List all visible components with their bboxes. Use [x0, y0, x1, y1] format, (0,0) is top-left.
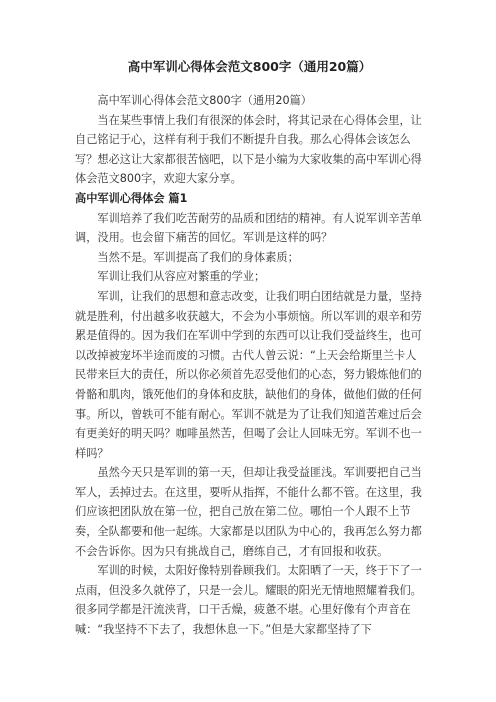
- paragraph: 高中军训心得体会范文800字（通用20篇）: [97, 94, 312, 107]
- paragraph: 军训的时候，太阳好像特别眷顾我们。太阳晒了一天，终于下了一点雨，但没多久就停了，只是一会儿。耀眼的阳光无情地照耀着我们。很多同学都是汗流浃背，口干舌燥，疲惫不堪。心里好像有个声音在喊：“我坚持不下去了，我想休息一下。”但是大家都坚持了下: [75, 564, 422, 637]
- paragraph: 当在某些事情上我们有很深的体会时，将其记录在心得体会里，让自己铭记于心，这样有利于我们不断提升自我。那么心得体会该怎么写？想必这让大家都很苦恼吧，以下是小编为大家收集的高中军训心得体会范文800字，欢迎大家分享。: [75, 113, 422, 186]
- paragraph: 军训，让我们的思想和意志改变，让我们明白团结就是力量，坚持就是胜利，付出越多收获越大，不会为小事烦恼。所以军训的艰辛和劳累是值得的。因为我们在军训中学到的东西可以让我们受益终生，也可以改掉被宠坏半途而废的习惯。古代人曾云说：“上天会给斯里兰卡人民带来巨大的责任，所以你必须首先忍受他们的心态，努力锻炼他们的骨骼和肌肉，饿死他们的身体和皮肤，缺他们的身体，做他们做的任何事。所以，曾轶可不能有耐心。军训不就是为了让我们知道苦难过后会有更美好的明天吗？咖啡虽然苦，但喝了会让人回味无穷。军训不也一样吗？: [75, 289, 422, 460]
- paragraph: 军训培养了我们吃苦耐劳的品质和团结的精神。有人说军训辛苦单调，没用。也会留下痛苦的回忆。军训是这样的吗？: [75, 211, 422, 245]
- document-body: [75, 91, 424, 640]
- paragraph: 当然不是。军训提高了我们的身体素质；: [97, 250, 299, 264]
- paragraph: 虽然今天只是军训的第一天，但却让我受益匪浅。军训要把自己当军人，丢掉过去。在这里，要听从指挥，不能什么都不管。在这里，我们应该把团队放在第一位，把自己放在第二位。哪怕一个人跟不上节奏，全队都要和他一起练。大家都是以团队为中心的，我再怎么努力都不会告诉你。因为只有挑战自己，磨练自己，才有回报和收获。: [75, 466, 422, 558]
- paragraph: 军训让我们从容应对繁重的学业；: [97, 270, 266, 284]
- document-title: 高中军训心得体会范文800字（通用20篇）: [127, 59, 372, 74]
- section-heading: 高中军训心得体会 篇1: [75, 191, 188, 205]
